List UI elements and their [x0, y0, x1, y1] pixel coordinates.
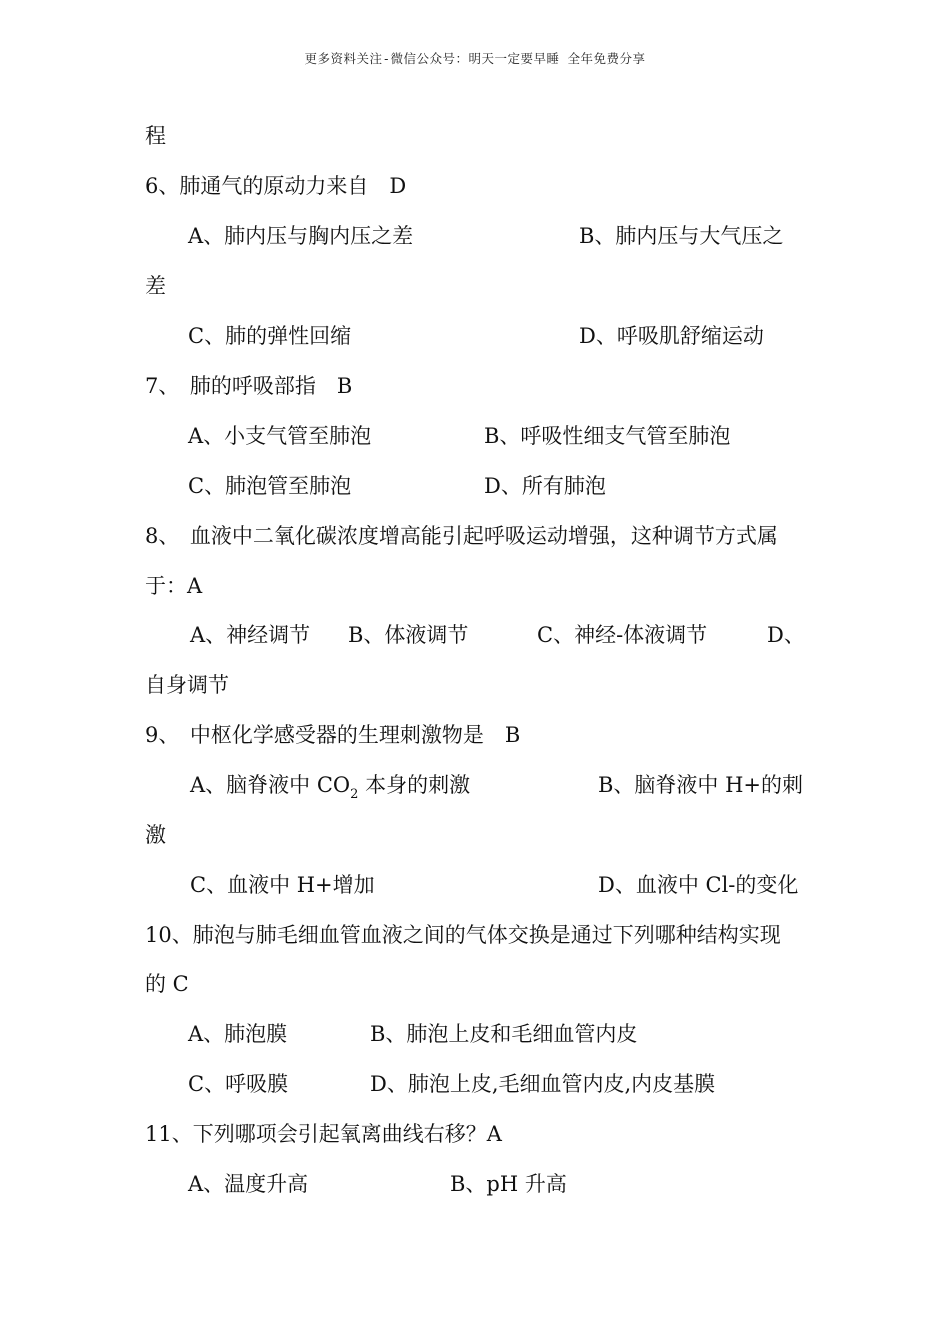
q9-option-c: C、血液中 H+增加 — [190, 873, 375, 897]
question-10-cont: 的 C — [145, 972, 189, 996]
q11-option-a: A、温度升高 — [188, 1172, 309, 1196]
q10-option-a: A、肺泡膜 — [188, 1022, 288, 1046]
question-7: 7、 肺的呼吸部指 B — [145, 374, 353, 398]
q8-option-d: D、 — [767, 623, 805, 647]
q9-option-d: D、血液中 Cl-的变化 — [598, 873, 799, 897]
q6-option-c: C、肺的弹性回缩 — [188, 324, 352, 348]
page-header: 更多资料关注-微信公众号：明天一定要早睡 全年免费分享 — [304, 51, 646, 66]
q8-option-d-cont: 自身调节 — [145, 673, 229, 697]
q8-option-c: C、神经-体液调节 — [537, 623, 708, 647]
q10-option-c: C、呼吸膜 — [188, 1072, 289, 1096]
q6-option-b: B、肺内压与大气压之 — [579, 224, 784, 248]
q9a-text: A、脑脊液中 CO — [190, 773, 351, 797]
q7-option-a: A、小支气管至肺泡 — [188, 424, 372, 448]
q9-option-a — [190, 770, 470, 800]
question-8-cont: 于：A — [145, 574, 203, 598]
q7-option-d: D、所有肺泡 — [484, 474, 606, 498]
question-8: 8、 血液中二氧化碳浓度增高能引起呼吸运动增强，这种调节方式属 — [145, 524, 778, 548]
q6-option-d: D、呼吸肌舒缩运动 — [579, 324, 764, 348]
q9-option-b-cont: 激 — [145, 823, 166, 847]
q6-option-a: A、肺内压与胸内压之差 — [188, 224, 414, 248]
q6-option-b-cont: 差 — [145, 274, 166, 298]
q9a-text-end: 本身的刺激 — [358, 773, 471, 797]
q8-option-b: B、体液调节 — [348, 623, 469, 647]
question-10: 10、肺泡与肺毛细血管血液之间的气体交换是通过下列哪种结构实现 — [145, 923, 781, 947]
question-6: 6、肺通气的原动力来自 D — [145, 174, 407, 198]
q11-option-b: B、pH 升高 — [450, 1172, 567, 1196]
q8-option-a: A、神经调节 — [190, 623, 311, 647]
q9-option-b: B、脑脊液中 H+的刺 — [598, 773, 804, 797]
q7-option-c: C、肺泡管至肺泡 — [188, 474, 352, 498]
q10-option-b: B、肺泡上皮和毛细血管内皮 — [370, 1022, 638, 1046]
question-11: 11、下列哪项会引起氧离曲线右移？A — [145, 1122, 502, 1146]
q7-option-b: B、呼吸性细支气管至肺泡 — [484, 424, 731, 448]
q9a-subscript: 2 — [350, 787, 359, 802]
continuation-text: 程 — [145, 124, 166, 148]
question-9: 9、 中枢化学感受器的生理刺激物是 B — [145, 723, 521, 747]
q10-option-d: D、肺泡上皮,毛细血管内皮,内皮基膜 — [370, 1072, 716, 1096]
